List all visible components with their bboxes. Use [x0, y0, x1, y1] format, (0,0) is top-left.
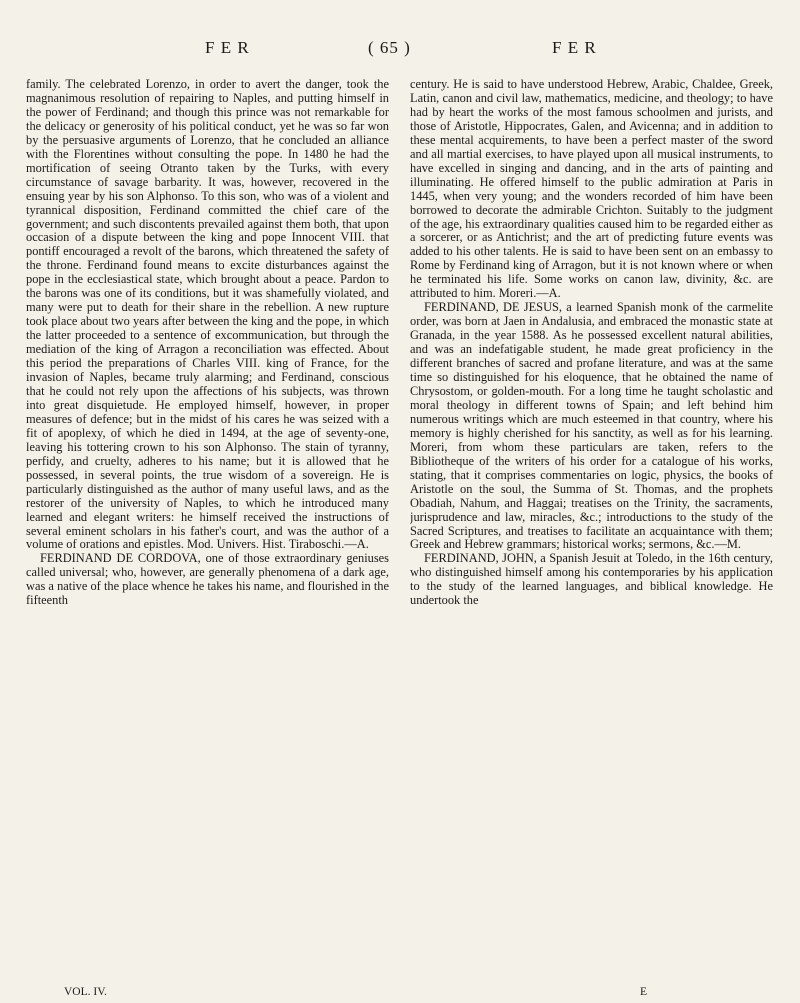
right-column	[410, 78, 773, 978]
paragraph: FERDINAND, JOHN, a Spanish Jesuit at Toledo, in the 16th century, who distinguished himself among his contemporaries by his application to the study of the learned languages, and biblical knowledge. He undertook the	[410, 551, 773, 608]
left-column	[26, 78, 389, 978]
page-number: ( 65 )	[368, 38, 411, 57]
header-left: F E R	[205, 38, 250, 57]
signature-mark: E	[640, 986, 648, 998]
paragraph: FERDINAND DE CORDOVA, one of those extraordinary geniuses called universal; who, however, are generally phenomena of a dark age, was a native of the place whence he takes his name, and flourished in the fifteenth	[26, 551, 389, 608]
running-header	[0, 38, 800, 68]
paragraph: FERDINAND, DE JESUS, a learned Spanish monk of the carmelite order, was born at Jaen in Andalusia, and embraced the monastic state at Granada, in the year 1588. As he possessed excellent natural abilities, and was an indefatigable student, he made great proficiency in the different branches of sacred and profane literature, and was at the same time so distinguished for his eloquence, that he obtained the name of Chrysostom, or golden-mouth. For a long time he taught scholastic and moral theology in different towns of Spain; and left behind him numerous writings which are much esteemed in that country, where his memory is highly cherished for his sanctity, as well as for his learning. Moreri, from whom these particulars are taken, refers to the Bibliotheque of the writers of his order for a catalogue of his works, stating, that it comprises commentaries on logic, physics, the books of Aristotle on the soul, the Summa of St. Thomas, and the prophets Obadiah, Nahum, and Haggai; treatises on the Trinity, the sacraments, jurisprudence and law, miracles, &c.; introductions to the study of the Sacred Scriptures, and treatises to facilitate an acquaintance with them; Greek and Hebrew grammars; historical works; sermons, &c.—M.	[410, 300, 773, 552]
header-right: F E R	[552, 38, 597, 57]
paragraph: family. The celebrated Lorenzo, in order to avert the danger, took the magnanimous resolution of repairing to Naples, and putting himself in the power of Ferdinand; and though this prince was not remarkable for the delicacy or generosity of his political conduct, yet he was so far won by the persuasive arguments of Lorenzo, that he concluded an alliance with the Florentines without consulting the pope. In 1480 he had the mortification of seeing Otranto taken by the Turks, with every circumstance of savage barbarity. It was, however, recovered in the ensuing year by his son Alphonso. To this son, who was of a violent and tyrannical disposition, Ferdinand committed the chief care of the government; and such discontents prevailed against them both, that upon occasion of a dispute between the king and pope Innocent VIII. that pontiff encouraged a revolt of the barons, which threatened the safety of the throne. Ferdinand found means to excite disturbances against the pope in the ecclesiastical state, which brought about a peace. Pardon to the barons was one of its conditions, but it was shamefully violated, and many were put to death for their share in the rebellion. A new rupture took place about two years after between the king and the pope, in which the latter proceeded to a sentence of excommunication, but through the mediation of the king of Arragon a reconciliation was effected. About this period the preparations of Charles VIII. king of France, for the invasion of Naples, became truly alarming; and Ferdinand, conscious that he could not rely upon the affections of his subjects, was thrown into great disquietude. He employed himself, however, in proper measures of defence; but in the midst of his cares he was seized with a fit of apoplexy, of which he died in 1494, at the age of seventy-one, leaving his tottering crown to his son Alphonso. The stain of tyranny, perfidy, and cruelty, adheres to his name; but it is allowed that he possessed, in several points, the true wisdom of a sovereign. He is particularly distinguished as the author of many useful laws, and as the restorer of the university of Naples, to which he introduced many learned and elegant writers: he himself received the instructions of several eminent scholars in his father's court, and was the author of a volume of orations and epistles. Mod. Univers. Hist. Tiraboschi.—A.	[26, 78, 389, 552]
paragraph: century. He is said to have understood Hebrew, Arabic, Chaldee, Greek, Latin, canon and civil law, mathematics, medicine, and theology; to have had by heart the works of the most famous schoolmen and jurists, and those of Aristotle, Hippocrates, Galen, and Avicenna; and in addition to these mental acquirements, to have been a perfect master of the sword and all martial exercises, to have played upon all musical instruments, to have excelled in singing and dancing, and in the arts of painting and illuminating. He offered himself to the public admiration at Paris in 1445, when very young; and the wonders recorded of him have been borrowed to decorate the admirable Crichton. Suitably to the judgment of the age, his extraordinary qualities caused him to be regarded either as a sorcerer, or as Antichrist; and the art of predicting future events was added to his other talents. He is said to have been sent on an embassy to Rome by Ferdinand king of Arragon, but it is not known where or when he terminated his life. Some works on canon law, divinity, &c. are attributed to him. Moreri.—A.	[410, 78, 773, 301]
volume-label: VOL. IV.	[64, 986, 107, 998]
